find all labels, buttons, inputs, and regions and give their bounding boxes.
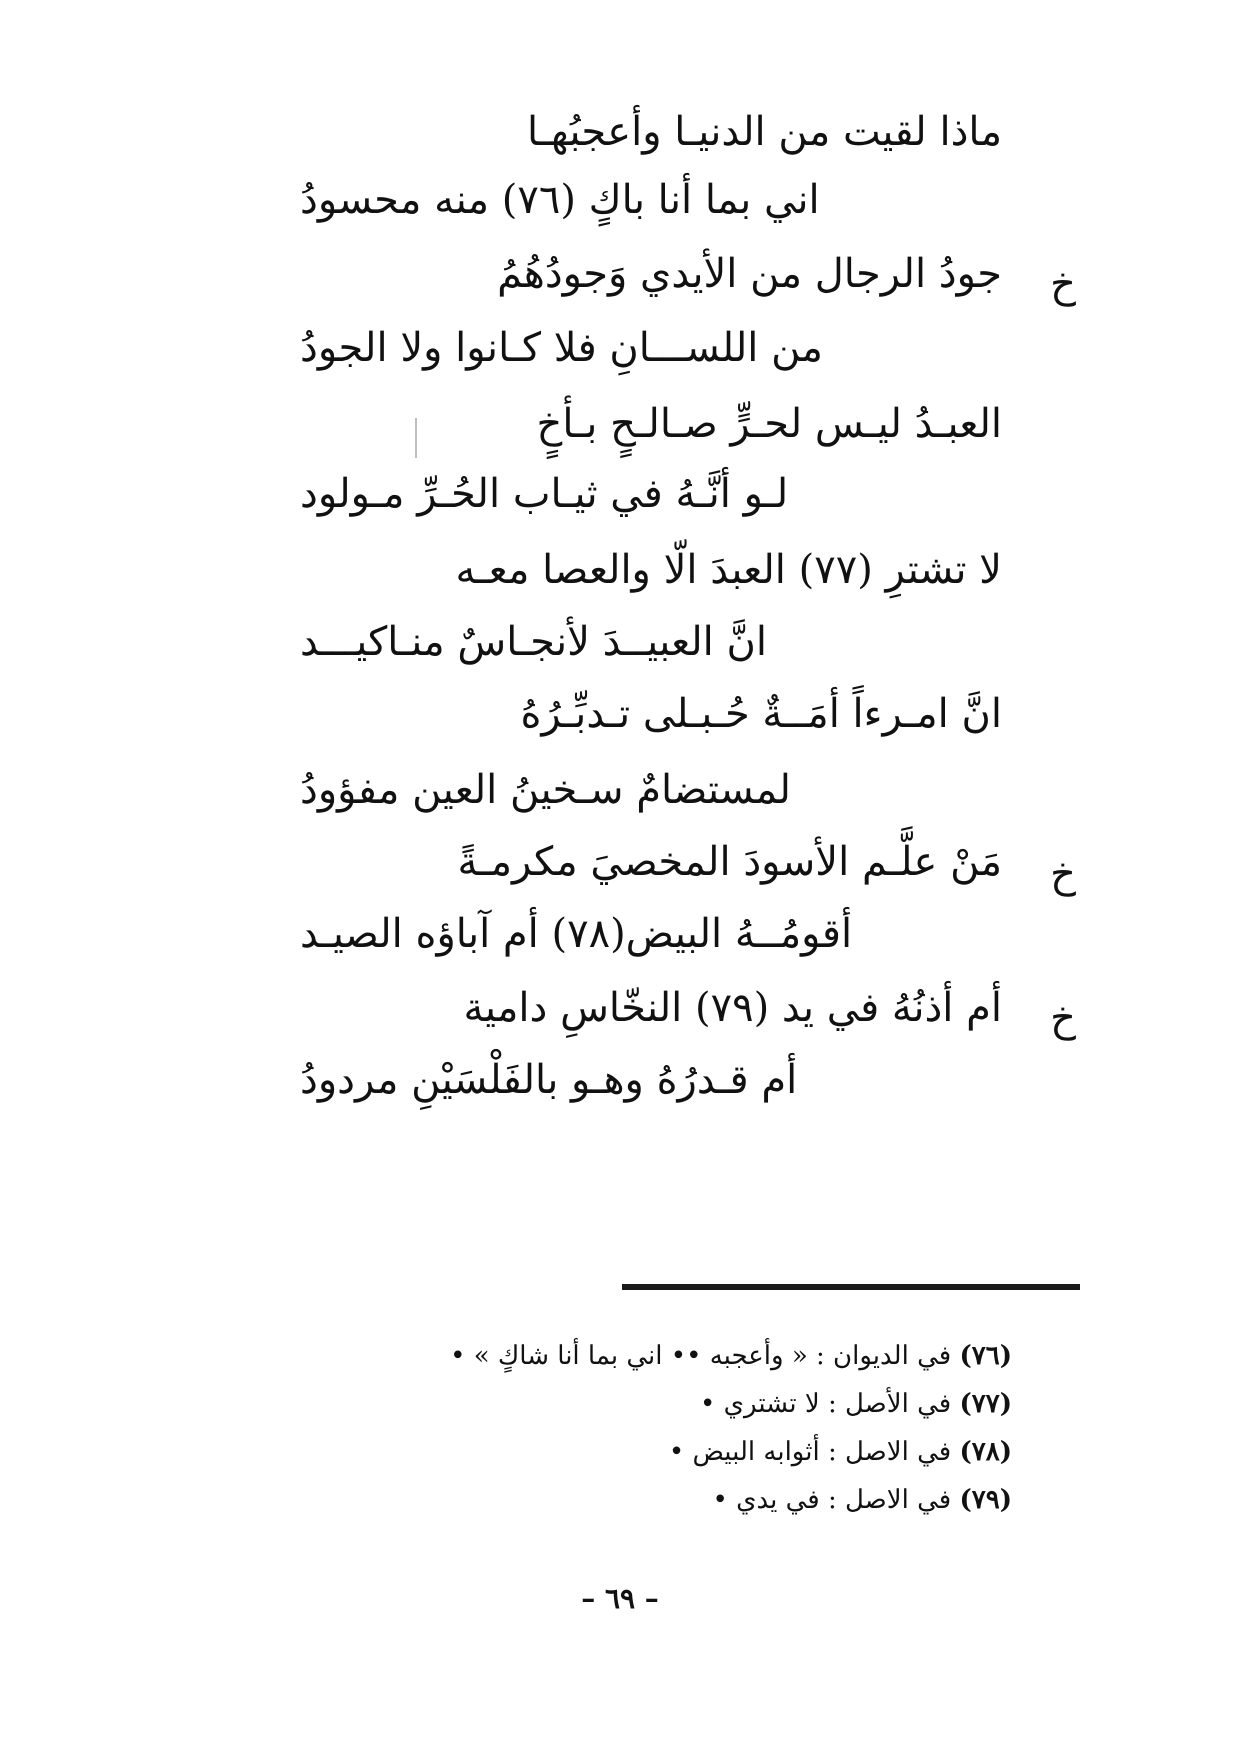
verse-line-10: لمستضامٌ سـخينُ العين مفؤودُ (300, 767, 791, 813)
verse-marker-kha-3: خ (1050, 995, 1076, 1041)
footnote-text: في الاصل : أثوابه البيض • (668, 1437, 952, 1467)
footnote-number: (٧٨) (959, 1437, 1012, 1467)
verse-line-9: انَّ امـرءاً أمَــةٌ حُـبـلى تـدبِّـرُهُ (520, 691, 1002, 737)
verse-marker-kha-1: خ (1050, 261, 1076, 307)
footnote-76 (252, 1332, 1012, 1380)
verse-line-5: العبـدُ ليـس لحـرٍّ صـالـحٍ بـأخٍ (536, 401, 1002, 447)
footnote-text: في الأصل : لا تشتري • (700, 1389, 952, 1419)
verse-line-14: أم قـدرُهُ وهـو بالفَلْسَيْنِ مردودُ (300, 1057, 798, 1103)
footnote-78 (252, 1428, 1012, 1476)
page-number: – ٦٩ – (581, 1582, 659, 1615)
footnotes (252, 1332, 1012, 1524)
verse-line-11: مَنْ علَّـم الأسودَ المخصيَ مكرمـةً (457, 839, 1002, 885)
verse-line-8: انَّ العبيــدَ لأنجـاسٌ منـاكيـــد (300, 619, 767, 665)
verse-line-1: ماذا لقيت من الدنيـا وأعجبُهـا (527, 109, 1002, 155)
verse-line-7: لا تشترِ (٧٧) العبدَ الّا والعصا معـه (455, 547, 1002, 593)
verse-line-3: جودُ الرجال من الأيدي وَجودُهُمُ (497, 251, 1002, 297)
scan-artifact-line (415, 418, 417, 458)
verse-line-6: لـو أنَّـهُ في ثيـاب الحُـرِّ مـولود (300, 471, 789, 517)
verse-line-2: اني بما أنا باكٍ (٧٦) منه محسودُ (300, 177, 820, 223)
verse-line-13: أم أذنُهُ في يد (٧٩) النخّاسِ دامية (463, 985, 1002, 1031)
footnote-number: (٧٧) (959, 1389, 1012, 1419)
verse-line-12: أقومُــهُ البيض(٧٨) أم آباؤه الصيـد (300, 911, 853, 957)
footnote-text: في الاصل : في يدي • (712, 1485, 952, 1515)
footnote-number: (٧٦) (959, 1341, 1012, 1371)
footnote-77 (252, 1380, 1012, 1428)
footnote-number: (٧٩) (959, 1485, 1012, 1515)
footnote-separator-rule (622, 1284, 1080, 1290)
verse-marker-kha-2: خ (1050, 851, 1076, 897)
footnote-79 (252, 1476, 1012, 1524)
verse-line-4: من اللســـانِ فلا كـانوا ولا الجودُ (300, 325, 823, 371)
footnote-text: في الديوان : « وأعجبه •• اني بما أنا شاكٍ » • (450, 1341, 952, 1371)
